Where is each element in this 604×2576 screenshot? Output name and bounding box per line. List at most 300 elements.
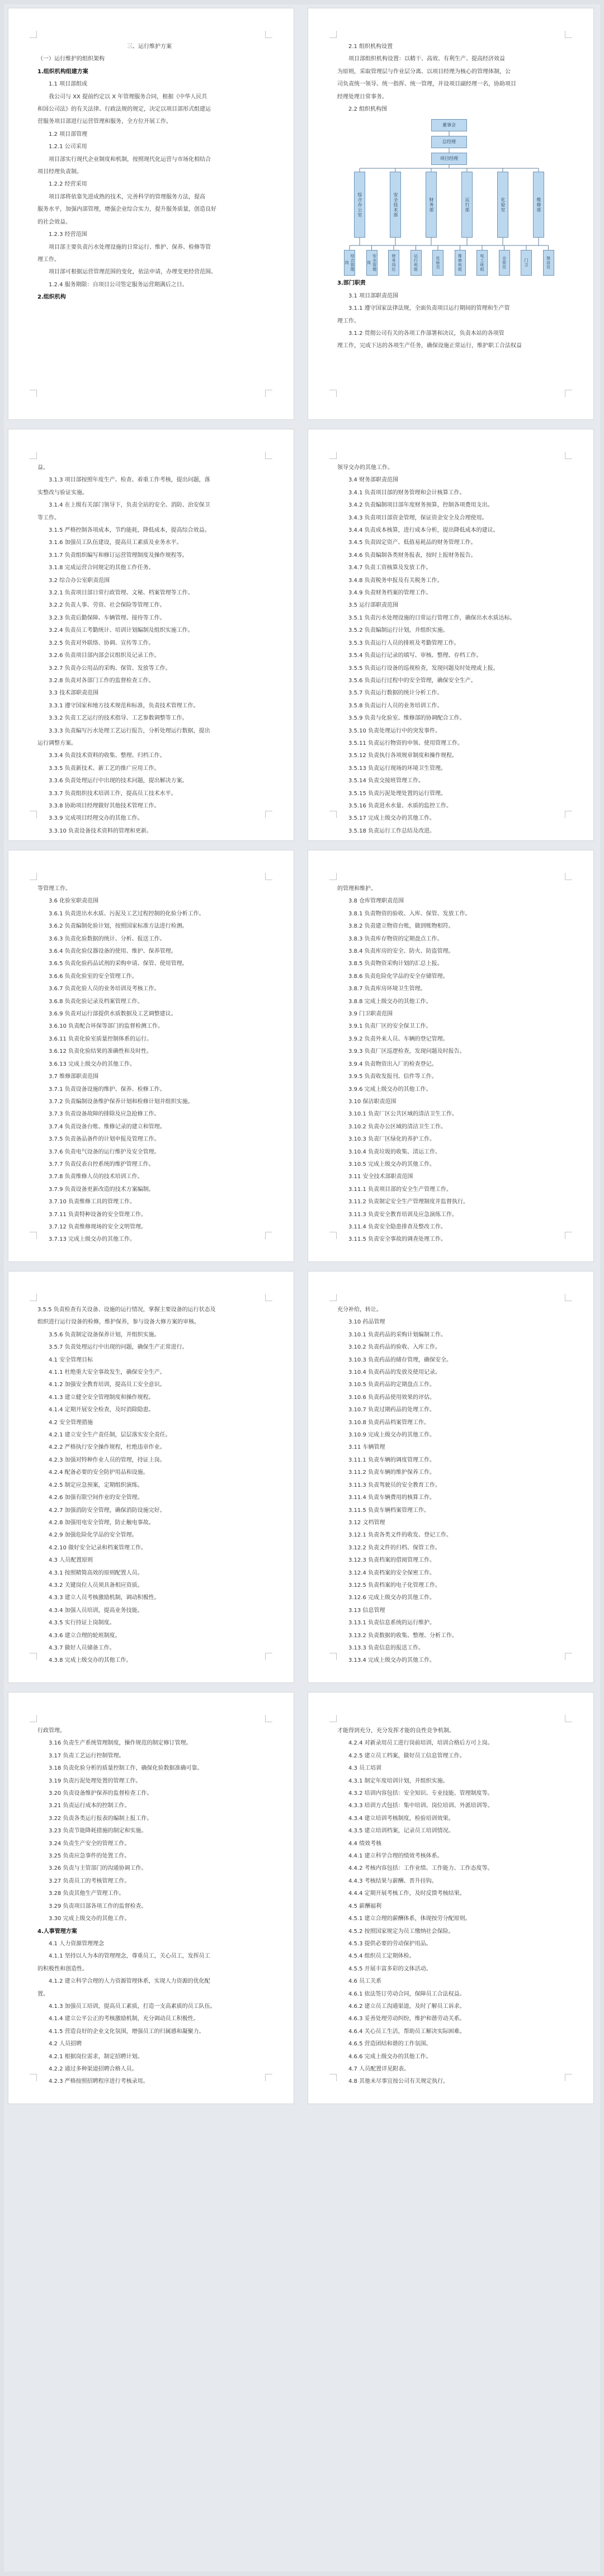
text-line: 4.2.6 加强有限空间作业的安全管理。: [49, 1495, 143, 1501]
text-line: 3.10.6 负责药品使用效果的评估。: [348, 1394, 435, 1401]
text-line: 3.2.1 负责项目部日常行政管理、文秘、档案管理等工作。: [49, 590, 194, 597]
text-line: 3.8.8 完成上级交办的其他工作。: [348, 998, 432, 1005]
text-line: 3.12.1 负责各类文件的收发、登记工作。: [348, 1532, 452, 1539]
text-line: 3.12.6 完成上级交办的其他工作。: [348, 1595, 435, 1601]
text-line: 4.3.1 制定年度培训计划，并组织实施。: [348, 1778, 449, 1784]
crop-mark: [565, 1715, 572, 1722]
text-line: 3.5.14 负责交接班管理工作。: [348, 778, 424, 784]
text-line: 4.1.3 建立健全安全管理制度和操作规程。: [49, 1394, 154, 1401]
text-line: 4.5.4 组织员工定期体检。: [348, 1953, 415, 1960]
text-line: 3.3 技术部职责范围: [49, 690, 99, 697]
text-line: 3.3.9 完成项目经理交办的其他工作。: [49, 815, 143, 822]
text-line: 2.1 组织机构设置: [348, 44, 393, 50]
text-line: 3.6.8 负责化验记录及档案管理工作。: [49, 998, 143, 1005]
text-line: 3.12.4 负责档案的安全保密工作。: [348, 1570, 435, 1576]
text-line: 3.9.5 负责收发报刊、信件等工作。: [348, 1074, 437, 1080]
document-page-6: [308, 850, 593, 1261]
text-line: 等管理工作。: [37, 886, 71, 892]
text-line: 实整改与验证实施。: [37, 489, 88, 496]
org-node-team: 电工班组: [476, 250, 488, 276]
text-line: 3.10.4 负责垃圾的收集、清运工作。: [348, 1148, 441, 1155]
text-line: 3.2.5 负责对外联络、协调、宣传等工作。: [49, 640, 154, 646]
text-line: 3.1.4 在上级有关部门领导下，负责全站的安全、消防、治安保卫: [49, 502, 210, 509]
page-text: [37, 41, 261, 304]
text-line: 2.2 组织机构图: [348, 106, 388, 113]
crop-mark: [30, 1653, 37, 1660]
text-line: 理工作，完成下达的各项生产任务，确保设施正常运行，维护职工合法权益: [337, 343, 522, 349]
org-node-team: 仓管员: [499, 250, 510, 276]
org-node-dept: 财务部: [426, 172, 437, 238]
crop-mark: [565, 390, 572, 397]
text-line: 3.6.12 负责化验结果的准确性和及时性。: [49, 1048, 152, 1055]
org-node-team: 维修班组: [455, 250, 466, 276]
text-line: 3.29 负责项目部各项工作的监督检查。: [49, 1903, 147, 1909]
text-line: 3.7.1 负责设备设施的维护、保养、检修工作。: [49, 1086, 166, 1093]
text-line: 4.6.2 建立员工沟通渠道，及时了解员工诉求。: [348, 2003, 465, 2010]
crop-mark: [30, 31, 37, 38]
document-page-7: [8, 1272, 294, 1682]
text-line: 3.11.4 负责车辆费用的核算工作。: [348, 1495, 435, 1501]
crop-mark: [565, 873, 572, 880]
text-line: 3.7.8 负责维修人员的技术培训工作。: [49, 1174, 143, 1180]
text-line: 理工作。: [337, 318, 360, 324]
text-line: 3.10 保洁职责范围: [348, 1098, 397, 1105]
crop-mark: [265, 1232, 272, 1239]
text-line: 的社会效益。: [37, 219, 71, 225]
text-line: 3.3.5 负责新技术、新工艺的推广应用工作。: [49, 765, 160, 772]
text-line: 3.10.3 负责厂区绿化的养护工作。: [348, 1136, 435, 1143]
text-line: 3.7.13 完成上级交办的其他工作。: [49, 1236, 135, 1243]
text-line: 3.5.6 负责运行过程中的安全管理，确保安全生产。: [348, 677, 476, 684]
text-line: 1.2.2 经营采用: [49, 181, 87, 188]
text-line: 3.2.6 负责项目部内部会议组织及记录工作。: [49, 653, 160, 659]
text-line: 置。: [37, 1991, 49, 1997]
text-line: 3.5.2 负责编制运行计划，并组织实施。: [348, 627, 449, 634]
text-line: 4.4.3 考核结果与薪酬、晋升挂钩。: [348, 1878, 437, 1884]
crop-mark: [329, 873, 337, 880]
org-node-dept: 安全技术部: [390, 172, 401, 238]
text-line: 4.1.2 建立科学合理的人力资源管理体系，实现人力资源的优化配: [49, 1978, 210, 1985]
text-line: 3.5.11 负责运行物资的申领、使用管理工作。: [348, 740, 463, 746]
document-page-1: [8, 8, 294, 419]
text-line: 4.3.3 建立人员考核激励机制，调动积极性。: [49, 1595, 160, 1601]
text-line: 4.1.4 建立公平公正的考核激励机制，充分调动员工积极性。: [49, 2016, 199, 2022]
text-line: 充分补给，转让。: [337, 1307, 382, 1313]
text-line: 3.8.7 负责库房环境卫生管理。: [348, 986, 426, 992]
text-line: 3.3.4 负责技术资料的收集、整理、归档工作。: [49, 753, 166, 759]
text-line: 4.6.5 营造团结和谐的工作氛围。: [348, 2041, 432, 2048]
text-line: 4.2.1 建立安全生产责任制，层层落实安全责任。: [49, 1432, 171, 1439]
text-line: 4.2.3 严格按照招聘程序进行考核录用。: [49, 2078, 149, 2085]
page-text: [337, 1304, 561, 1667]
text-line: 3.11.1 负责项目部的安全生产管理工作。: [348, 1186, 452, 1193]
text-line: 为原则，采取管理层与作业层分离、以项目经理为核心的管理体制，公: [337, 68, 511, 75]
text-line: 3.8.2 负责建立物资台账，做到账物相符。: [348, 923, 454, 930]
text-line: 项目部实行现代企业制度和机制，按照现代化运营与市场化相结合: [49, 156, 211, 163]
text-line: 4.2.10 做好安全记录和档案管理工作。: [49, 1544, 147, 1551]
text-line: 3.26 负责与主管部门的沟通协调工作。: [49, 1865, 147, 1872]
text-line: 项目部将依靠先进成熟的技术，完善科学的管理服务方法，提高: [49, 193, 205, 200]
org-node-team: 综合管理岗: [344, 250, 355, 276]
text-line: 3.10.2 负责药品的验收、入库工作。: [348, 1344, 441, 1351]
crop-mark: [30, 2074, 37, 2081]
text-line: 4.2.2 通过多种渠道招聘合格人员。: [49, 2065, 138, 2072]
crop-mark: [265, 31, 272, 38]
text-line: 4.2.3 加强对特种作业人员的管理，持证上岗。: [49, 1457, 166, 1463]
text-line: 4.3.8 完成上级交办的其他工作。: [49, 1657, 132, 1664]
text-line: 3.28 负责其他生产管理工作。: [49, 1890, 125, 1897]
text-line: 3.2.3 负责后勤保障、车辆管理、接待等工作。: [49, 615, 166, 621]
crop-mark: [329, 1715, 337, 1722]
text-line: 3.3.6 负责处理运行中出现的技术问题，提出解决方案。: [49, 778, 188, 784]
text-line: 才能得到充分，充分发挥才能的良性竞争机制。: [337, 1728, 455, 1734]
text-line: 3.8 仓库管理职责范围: [348, 898, 404, 905]
crop-mark: [565, 31, 572, 38]
text-line: 3.5.4 负责运行记录的填写、审核、整理、存档工作。: [348, 653, 482, 659]
text-line: 4.6.4 关心员工生活，帮助员工解决实际困难。: [348, 2028, 465, 2035]
org-node-team: 财务岗位: [388, 250, 399, 276]
text-line: 3.10.1 负责药品的采购计划编制工作。: [348, 1331, 446, 1338]
text-line: 3.7.3 负责设备故障的排除及应急抢修工作。: [49, 1111, 160, 1118]
crop-mark: [30, 811, 37, 818]
text-line: 4.2.5 制定应急预案，定期组织演练。: [49, 1482, 143, 1488]
text-line: 3.3.8 协助项目经理做好其他技术管理工作。: [49, 802, 160, 809]
text-line: 3.5.7 负责处理运行中出现的问题，确保生产正常进行。: [49, 1344, 188, 1351]
text-line: 项目部组织机构设置：以精干、高效、有利生产、提高经济效益: [348, 56, 505, 63]
text-line: 3.7.5 负责备品备件的计划申报及管理工作。: [49, 1136, 160, 1143]
text-line: 3.13.3 负责信息的报送工作。: [348, 1644, 424, 1651]
text-line: 4.2 人员招聘: [49, 2041, 82, 2048]
text-line: 3.9.6 完成上级交办的其他工作。: [348, 1086, 432, 1093]
text-line: 4.2.7 加强消防安全管理，确保消防设施完好。: [49, 1507, 166, 1514]
document-page-5: [8, 850, 294, 1261]
text-line: 3.4.3 负责项目部资金管理，保证资金安全及合理使用。: [348, 514, 488, 521]
text-line: 3.4.5 负责固定资产、低值易耗品的财务管理工作。: [348, 540, 476, 546]
org-node-board: 董事会: [431, 119, 467, 131]
text-line: 3.11.2 负责车辆的维护保养工作。: [348, 1469, 435, 1476]
text-line: 3.10.5 完成上级交办的其他工作。: [348, 1161, 435, 1168]
text-line: 3.7.7 负责仪表自控系统的维护管理工作。: [49, 1161, 154, 1168]
text-line: 3.22 负责各类运行报表的编制上报工作。: [49, 1815, 153, 1822]
crop-mark: [30, 873, 37, 880]
text-line: 3.9.4 负责物资出入厂的检查登记。: [348, 1061, 437, 1067]
text-line: 3.13.2 负责数据的收集、整理、分析工作。: [348, 1632, 457, 1639]
text-line: 3.1.1 遵守国家法律法规，全面负责项目运行期间的管理和生产管: [348, 305, 510, 312]
text-line: 4.5 薪酬福利: [348, 1903, 382, 1909]
text-line: 3.13.4 完成上级交办的其他工作。: [348, 1657, 435, 1664]
org-node-team: 保洁员: [543, 250, 554, 276]
document-page-9: [8, 1693, 294, 2104]
text-line: 3.23 负责节能降耗措施的制定和实施。: [49, 1828, 147, 1835]
text-line: 3.4 财务部职责范围: [348, 477, 399, 484]
text-line: 4.8 其他未尽事宜按公司有关规定执行。: [348, 2078, 449, 2085]
text-line: 1.组织机构组建方案: [37, 68, 88, 75]
text-line: 3.5.7 负责运行数据的统计分析工作。: [348, 690, 443, 697]
text-line: 3.5.13 负责运行现场的环境卫生管理。: [348, 765, 446, 772]
text-line: 3.7.10 负责维修工具的管理工作。: [49, 1199, 135, 1206]
text-line: 3.13 信息管理: [348, 1607, 385, 1614]
text-line: 4.4 绩效考核: [348, 1840, 382, 1847]
text-line: 3.7.4 负责设备台账、维修记录的建立和管理。: [49, 1123, 166, 1130]
crop-mark: [329, 452, 337, 459]
text-line: 4.1.5 营造良好的企业文化氛围，增强员工的归属感和凝聚力。: [49, 2028, 205, 2035]
text-line: 3.3.3 负责编写污水处理工艺运行报告，分析处理运行数据，提出: [49, 727, 210, 734]
crop-mark: [329, 2074, 337, 2081]
text-line: 运行调整方案。: [37, 740, 77, 746]
text-line: 营服务项目部进行运营管理和服务，全方位开展工作。: [37, 119, 172, 125]
text-line: 4.3.5 建立培训档案，记录员工培训情况。: [348, 1828, 454, 1835]
text-line: 3.7.6 负责电气设备的运行维护及安全管理。: [49, 1148, 160, 1155]
text-line: 4.1 人力资源管理理念: [49, 1940, 105, 1947]
text-line: 3.4.1 负责项目部的财务管理和会计核算工作。: [348, 489, 465, 496]
text-line: 3.部门职责: [337, 280, 366, 287]
text-line: 4.3 员工培训: [348, 1765, 382, 1772]
text-line: 3.10.9 完成上级交办的其他工作。: [348, 1432, 435, 1439]
text-line: 3.6.2 负责编制化验计划，按照国家标准方法进行检测。: [49, 923, 188, 930]
text-line: 3.5.12 负责执行各项规章制度和操作规程。: [348, 753, 457, 759]
crop-mark: [265, 2074, 272, 2081]
text-line: 项目部可根据运营管理范围的变化，依法申请，办理变更经营范围。: [49, 269, 216, 276]
text-line: 4.4.4 定期开展考核工作，及时反馈考核结果。: [348, 1890, 465, 1897]
text-line: 3.5.9 负责与化验室、维修部的协调配合工作。: [348, 715, 465, 722]
text-line: 4.3.2 培训内容包括：安全知识、专业技能、管理制度等。: [348, 1790, 493, 1797]
crop-mark: [30, 390, 37, 397]
crop-mark: [265, 811, 272, 818]
crop-mark: [565, 1294, 572, 1301]
text-line: 3.10.4 负责药品的发放及使用记录。: [348, 1369, 441, 1376]
text-line: 3.25 负责应急事件的处置工作。: [49, 1853, 130, 1860]
crop-mark: [30, 452, 37, 459]
text-line: 3.10.2 负责办公区域的清洁卫生工作。: [348, 1123, 446, 1130]
text-line: 4.3.2 关键岗位人员须具备相应资质。: [49, 1582, 143, 1589]
text-line: 3.18 负责化验分析的质量控制工作，确保化验数据准确可靠。: [49, 1765, 203, 1772]
text-line: 项目经理负责制。: [37, 169, 82, 176]
text-line: 3.1 项目部职责范围: [348, 292, 399, 299]
text-line: 3.20 负责设备维护保养的监督检查工作。: [49, 1790, 153, 1797]
text-line: 3.5.1 负责污水处理设施的日常运行管理工作，确保出水水质达标。: [348, 615, 516, 621]
text-line: 项目部主要负责污水处理设施的日常运行、维护、保养、检修等管: [49, 244, 211, 250]
text-line: （一）运行维护的组织架构: [37, 56, 105, 63]
text-line: 4.6.3 妥善处理劳动纠纷，维护和谐劳动关系。: [348, 2016, 465, 2022]
text-line: 3.11.5 负责车辆档案管理工作。: [348, 1507, 430, 1514]
text-line: 3.5 运行部职责范围: [348, 602, 399, 609]
text-line: 和国公司法》的有关法律、行政法规的规定，决定以项目部形式组建运: [37, 106, 211, 113]
crop-mark: [30, 1232, 37, 1239]
text-line: 3.7.9 负责设备更新改造的技术方案编制。: [49, 1186, 154, 1193]
page-text: [37, 462, 261, 838]
org-node-team: 门卫: [521, 250, 532, 276]
text-line: 3.5.16 负责进水水量、水质的监控工作。: [348, 802, 452, 809]
text-line: 3.11.1 负责车辆的调度管理工作。: [348, 1457, 435, 1463]
crop-mark: [329, 811, 337, 818]
text-line: 1.2.3 经营范围: [49, 231, 87, 238]
crop-mark: [329, 1294, 337, 1301]
text-line: 3.4.7 负责工资核算及发放工作。: [348, 565, 432, 571]
page-text: [37, 1304, 261, 1667]
text-line: 4.7 人员配置详见附表。: [348, 2065, 410, 2072]
page-text: [337, 883, 561, 1246]
page-text: [337, 1725, 561, 2088]
org-node-team: 化验员: [432, 250, 443, 276]
text-line: 1.1 项目部组成: [49, 81, 88, 88]
text-line: 3.10.5 负责药品的定期盘点工作。: [348, 1382, 435, 1388]
crop-mark: [565, 1232, 572, 1239]
org-node-dept: 化验室: [497, 172, 508, 238]
page-text: [337, 41, 561, 353]
document-page-2: [308, 8, 593, 419]
text-line: 3.30 完成上级交办的其他工作。: [49, 1916, 130, 1922]
text-line: 3.6.1 负责进出水水质、污泥及工艺过程控制的化验分析工作。: [49, 910, 205, 917]
text-line: 3.12.2 负责文件的归档、保管工作。: [348, 1544, 441, 1551]
text-line: 3.3.7 负责组织技术培训工作，提高员工技术水平。: [49, 790, 177, 797]
text-line: 1.2.1 公司采用: [49, 144, 87, 150]
text-line: 4.2.9 加强危险化学品的安全管理。: [49, 1532, 138, 1539]
text-line: 3.7.12 负责维修现场的安全文明管理。: [49, 1223, 147, 1230]
text-line: 3.4.8 负责税务申报及有关税务工作。: [348, 577, 443, 584]
text-line: 3.6.4 负责化验仪器设备的使用、维护、保养管理。: [49, 948, 177, 955]
text-line: 2.组织机构: [37, 294, 66, 301]
text-line: 4.1.4 定期开展安全检查，及时消除隐患。: [49, 1407, 154, 1414]
document-page-8: [308, 1272, 593, 1682]
text-line: 4.2.5 建立员工档案，做好员工信息管理工作。: [348, 1752, 465, 1759]
text-line: 3.5.3 负责运行人员的排班及考勤管理工作。: [348, 640, 460, 646]
document-page-10: [308, 1693, 593, 2104]
text-line: 3.24 负责生产安全的管理工作。: [49, 1840, 130, 1847]
text-line: 4.5.5 开展丰富多彩的文体活动。: [348, 1965, 432, 1972]
text-line: 4.2.1 根据岗位需求，制定招聘计划。: [49, 2053, 143, 2060]
text-line: 3.5.5 负责运行设备的巡视检查，发现问题及时处理或上报。: [348, 665, 499, 672]
text-line: 三、运行维护方案: [127, 44, 172, 50]
text-line: 3.5.5 负责检查有关设备、设施的运行情况，掌握主要设备的运行状态及: [37, 1307, 216, 1313]
text-line: 3.11.2 负责制定安全生产管理制度并监督执行。: [348, 1199, 469, 1206]
text-line: 3.10.3 负责药品的储存管理，确保安全。: [348, 1356, 452, 1363]
text-line: 3.2 综合办公室职责范围: [49, 577, 110, 584]
text-line: 3.11 车辆管理: [348, 1444, 385, 1451]
text-line: 3.11 安全技术部职责范围: [348, 1174, 413, 1180]
text-line: 3.4.4 负责成本核算，进行成本分析，提出降低成本的建议。: [348, 527, 499, 534]
text-line: 3.6.10 负责配合环保等部门的监督检测工作。: [49, 1023, 163, 1030]
text-line: 3.3.1 遵守国家和地方技术规范和标准，负责技术管理工作。: [49, 702, 199, 709]
org-node-dept: 运行部: [461, 172, 473, 238]
text-line: 1.2 项目部管理: [49, 131, 88, 138]
text-line: 3.4.9 负责财务档案的管理工作。: [348, 590, 432, 597]
text-line: 3.9.2 负责外来人员、车辆的登记管理。: [348, 1036, 449, 1042]
text-line: 3.11.4 负责安全隐患排查及整改工作。: [348, 1223, 446, 1230]
text-line: 4.1.1 坚持以人为本的管理理念，尊重员工，关心员工，发挥员工: [49, 1953, 210, 1960]
text-line: 3.6.5 负责化验药品试剂的采购申请、保管、使用管理。: [49, 961, 188, 967]
text-line: 3.13.1 负责信息系统的运行维护。: [348, 1620, 435, 1627]
text-line: 4.5.2 按照国家规定为员工缴纳社会保险。: [348, 1928, 454, 1935]
text-line: 3.2.2 负责人事、劳资、社会保险等管理工作。: [49, 602, 166, 609]
text-line: 3.21 负责运行成本的控制工作。: [49, 1803, 130, 1809]
org-node-dept: 维修部: [533, 172, 544, 238]
text-line: 3.1.7 负责组织编写和修订运营管理制度及操作规程等。: [49, 552, 188, 559]
crop-mark: [329, 390, 337, 397]
page-text: [337, 462, 561, 838]
text-line: 3.11.5 负责安全事故的调查处理工作。: [348, 1236, 446, 1243]
text-line: 3.11.3 负责安全教育培训及应急演练工作。: [348, 1211, 457, 1218]
org-node-pm: 项目经理: [431, 153, 467, 165]
text-line: 3.12.5 负责档案的电子化管理工作。: [348, 1582, 441, 1589]
text-line: 3.8.1 负责物资的验收、入库、保管、发放工作。: [348, 910, 471, 917]
text-line: 3.27 负责员工的考核管理工作。: [49, 1878, 130, 1884]
text-line: 4.1.3 加强员工培训，提高员工素质，打造一支高素质的员工队伍。: [49, 2003, 216, 2010]
text-line: 3.6.7 负责化验人员的业务培训及考核工作。: [49, 986, 160, 992]
text-line: 经理处理日常事务。: [337, 93, 388, 100]
text-line: 1.2.4 服务期限：自项目公司签定服务运营期满后之日。: [49, 281, 188, 288]
text-line: 4.3.5 实行持证上岗制度。: [49, 1620, 115, 1627]
text-line: 3.5.8 负责运行人员的业务培训工作。: [348, 702, 443, 709]
crop-mark: [265, 390, 272, 397]
text-line: 4.人事管理方案: [37, 1928, 77, 1935]
text-line: 3.10.7 负责过期药品的处理工作。: [348, 1407, 435, 1414]
text-line: 3.1.2 贯彻公司有关的各项工作部署和决议，负责本站的各项管: [348, 330, 504, 337]
page-text: [37, 1725, 261, 2088]
text-line: 司负责统一领导、统一指挥、统一管理，并设项目副经理一名，协助项目: [337, 81, 516, 88]
text-line: 3.7 维修部职责范围: [49, 1074, 99, 1080]
org-chart: [337, 118, 561, 277]
text-line: 行政管理。: [37, 1728, 65, 1734]
crop-mark: [30, 1715, 37, 1722]
text-line: 益。: [37, 465, 49, 471]
text-line: 3.5.18 负责运行工作总结及改进。: [348, 828, 435, 834]
crop-mark: [30, 1294, 37, 1301]
text-line: 3.19 负责污泥处理处置的管理工作。: [49, 1778, 141, 1784]
text-line: 4.3.3 培训方式包括：集中培训、岗位培训、外派培训等。: [348, 1803, 493, 1809]
text-line: 3.7.2 负责编制设备维护保养计划和检修计划并组织实施。: [49, 1098, 194, 1105]
text-line: 3.8.3 负责库存物资的定期盘点工作。: [348, 935, 443, 942]
text-line: 3.9 门卫职责范围: [348, 1011, 393, 1018]
text-line: 4.6 员工关系: [348, 1978, 382, 1985]
text-line: 4.3.7 做好人员储备工作。: [49, 1644, 115, 1651]
text-line: 3.6.11 负责化验室质量控制体系的运行。: [49, 1036, 152, 1042]
crop-mark: [329, 31, 337, 38]
text-line: 3.2.8 负责对各部门工作的监督检查工作。: [49, 677, 154, 684]
crop-mark: [265, 1715, 272, 1722]
crop-mark: [329, 1232, 337, 1239]
text-line: 3.12 文档管理: [348, 1519, 385, 1526]
text-line: 3.17 负责工艺运行控制管理。: [49, 1752, 125, 1759]
crop-mark: [265, 1653, 272, 1660]
org-node-dept: 综合办公室: [354, 172, 365, 238]
text-line: 3.2.7 负责办公用品的采购、保管、发放等工作。: [49, 665, 171, 672]
crop-mark: [565, 1653, 572, 1660]
document-page-3: [8, 429, 294, 840]
text-line: 3.9.3 负责厂区巡逻检查，发现问题及时报告。: [348, 1048, 465, 1055]
text-line: 4.5.3 提供必要的劳动保护用品。: [348, 1940, 432, 1947]
text-line: 3.6.13 完成上级交办的其他工作。: [49, 1061, 135, 1067]
text-line: 3.8.4 负责库房的安全、防火、防盗管理。: [348, 948, 454, 955]
text-line: 4.2.4 配备必要的安全防护用品和设施。: [49, 1469, 149, 1476]
text-line: 4.2 安全管理措施: [49, 1419, 93, 1426]
text-line: 4.2.2 严格执行安全操作规程，杜绝违章作业。: [49, 1444, 166, 1451]
org-node-gm: 总经理: [431, 136, 467, 148]
text-line: 4.1 安全管理目标: [49, 1356, 93, 1363]
text-line: 4.3 人员配置原则: [49, 1557, 93, 1564]
text-line: 3.8.6 负责危险化学品的安全存储管理。: [348, 973, 449, 980]
text-line: 3.5.10 负责处理运行中的突发事件。: [348, 727, 441, 734]
crop-mark: [565, 452, 572, 459]
text-line: 4.3.6 建立合理的轮班制度。: [49, 1632, 121, 1639]
text-line: 3.5.15 负责污泥处理处置的运行管理。: [348, 790, 446, 797]
text-line: 的积极性和创造性。: [37, 1965, 88, 1972]
text-line: 4.3.4 建立培训考核制度，检验培训效果。: [348, 1815, 454, 1822]
text-line: 4.6.6 完成上级交办的其他工作。: [348, 2053, 432, 2060]
text-line: 3.6.6 负责化验室的安全管理工作。: [49, 973, 138, 980]
crop-mark: [265, 1294, 272, 1301]
crop-mark: [565, 2074, 572, 2081]
text-line: 3.2.4 负责员工考勤统计、培训计划编制及组织实施工作。: [49, 627, 194, 634]
